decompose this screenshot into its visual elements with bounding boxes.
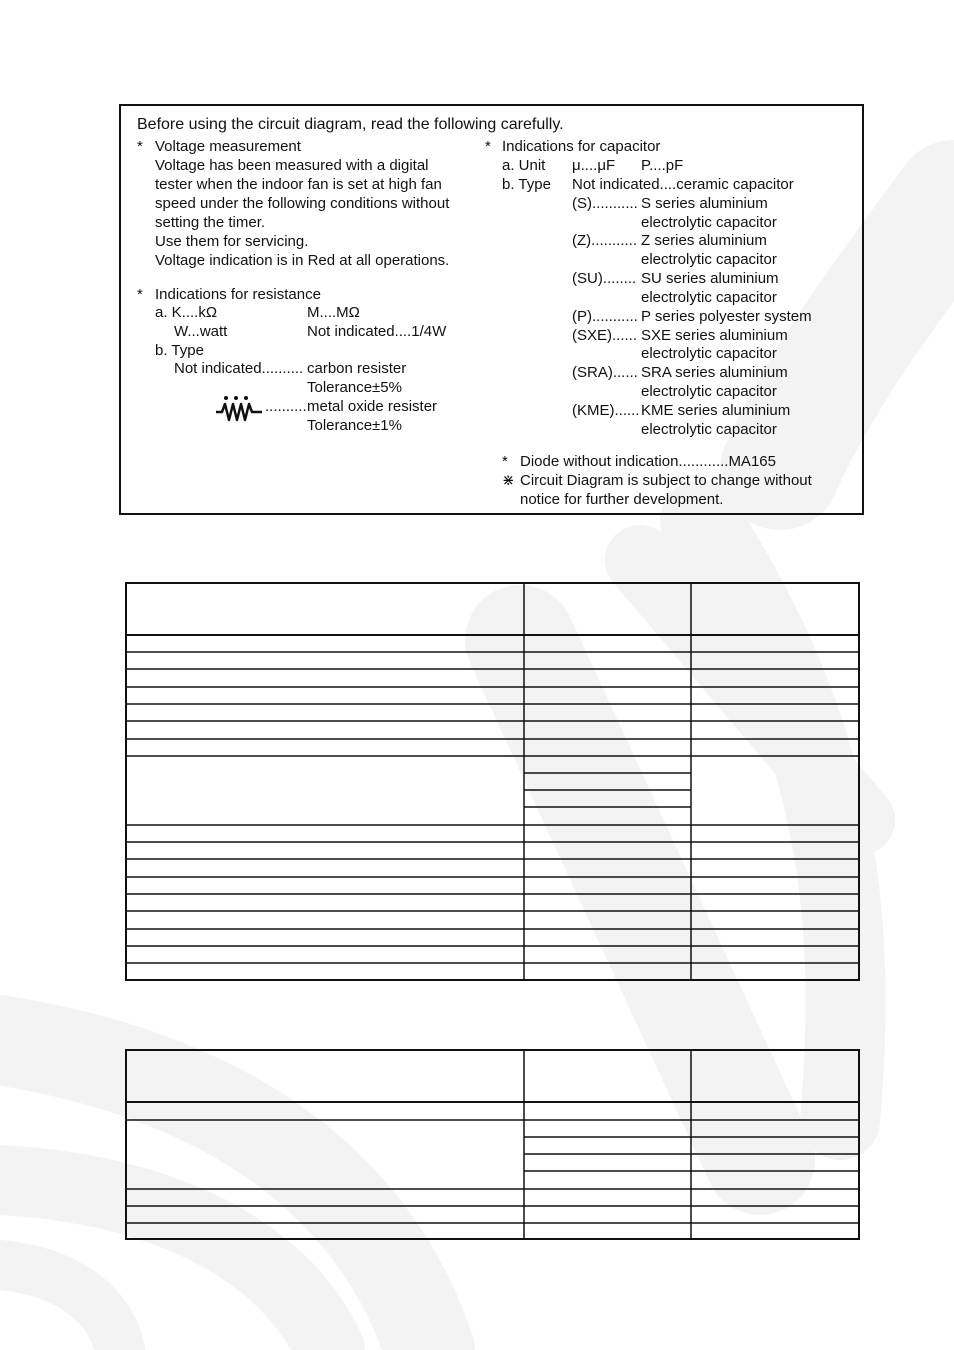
resistance-metal-oxide: metal oxide resister [307,398,438,415]
voltage-star: * [137,138,143,155]
diode-star: * [502,453,508,470]
capacitor-sub: electrolytic capacitor [641,383,777,400]
capacitor-sub: electrolytic capacitor [641,214,777,231]
voltage-line: Voltage has been measured with a digital [155,157,429,174]
voltage-line: tester when the indoor fan is set at high fan [155,176,442,193]
resistance-metal-dots: .......... [265,398,307,415]
capacitor-code: (SU)........ [572,270,637,287]
capacitor-sub: electrolytic capacitor [641,421,777,438]
capacitor-desc: SXE series aluminium [641,327,788,344]
resistance-metal-tolerance: Tolerance±1% [307,417,402,434]
capacitor-code: (S)........... [572,195,638,212]
resistance-unit-k: a. K....kΩ [155,304,218,321]
capacitor-code: (SXE)...... [572,327,638,344]
resistance-type-label: b. Type [155,342,204,359]
capacitor-code: (KME)...... [572,402,640,419]
resistance-carbon: carbon resister [307,360,407,377]
capacitor-desc: SU series aluminium [641,270,779,287]
capacitor-unit-micro: μ....μF [572,157,616,174]
resistance-default-watt: Not indicated....1/4W [307,323,447,340]
capacitor-unit-pico: P....pF [641,157,684,174]
resistance-title: Indications for resistance [155,286,321,303]
resistance-carbon-tolerance: Tolerance±5% [307,379,402,396]
capacitor-star: * [485,138,491,155]
capacitor-desc: SRA series aluminium [641,364,788,381]
capacitor-desc: S series aluminium [641,195,768,212]
voltage-line: setting the timer. [155,214,266,231]
change-mark: ⋇ [502,472,515,489]
resistance-star: * [137,286,143,303]
capacitor-unit-label: a. Unit [502,157,546,174]
resistance-unit-m: M....MΩ [307,304,360,321]
resistance-not-indicated: Not indicated.......... [174,360,304,377]
change-note-line1: Circuit Diagram is subject to change without [520,472,812,489]
capacitor-type-label: b. Type [502,176,551,193]
diode-note: Diode without indication............MA165 [520,453,776,470]
capacitor-desc: KME series aluminium [641,402,791,419]
capacitor-desc: P series polyester system [641,308,812,325]
capacitor-type-default: Not indicated....ceramic capacitor [572,176,794,193]
resistance-unit-w: W...watt [174,323,228,340]
change-note-line2: notice for further development. [520,491,724,508]
capacitor-code: (SRA)...... [572,364,638,381]
capacitor-code: (P)........... [572,308,638,325]
capacitor-sub: electrolytic capacitor [641,251,777,268]
voltage-line: Voltage indication is in Red at all operations. [155,252,450,269]
capacitor-sub: electrolytic capacitor [641,289,777,306]
capacitor-desc: Z series aluminium [641,232,767,249]
notice-heading: Before using the circuit diagram, read the following carefully. [137,116,564,133]
voltage-title: Voltage measurement [155,138,301,155]
capacitor-title: Indications for capacitor [502,138,661,155]
metal-oxide-resistor-symbol-icon [214,394,264,422]
voltage-line: Use them for servicing. [155,233,309,250]
capacitor-code: (Z)........... [572,232,637,249]
voltage-line: speed under the following conditions without [155,195,450,212]
capacitor-sub: electrolytic capacitor [641,345,777,362]
